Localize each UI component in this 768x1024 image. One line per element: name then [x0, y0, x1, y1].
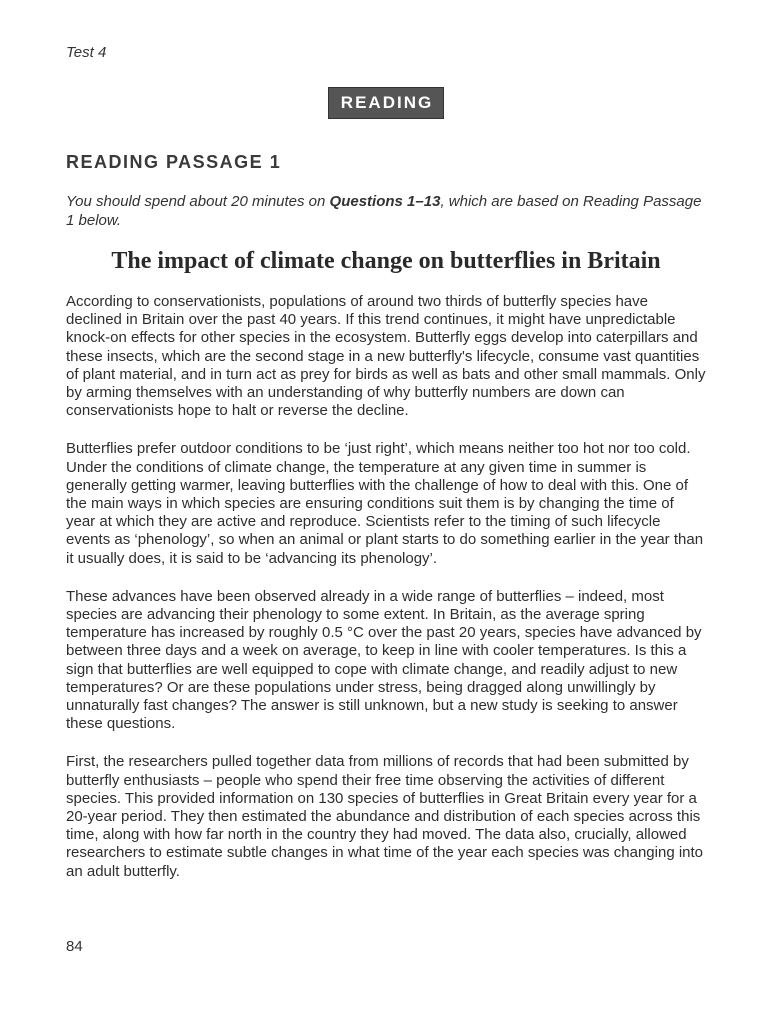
passage-body [66, 293, 706, 901]
passage-paragraph-1: According to conservationists, populations of around two thirds of butterfly species have declined in Britain over the past 40 years. If this trend continues, it might have unpredictable knock-on effects for other species in the ecosystem. Butterfly eggs develop into caterpillars and these insects, which are the second stage in a new butterfly's lifecycle, consume vast quantities of plant material, and in turn act as prey for birds as well as bats and other small mammals. Only by arming themselves with an understanding of why butterfly numbers are down can conservationists hope to halt or reverse the decline. [66, 293, 706, 420]
passage-paragraph-3: These advances have been observed already in a wide range of butterflies – indeed, most species are advancing their phenology to some extent. In Britain, as the average spring temperature has increased by roughly 0.5 °C over the past 20 years, species have advanced by between three days and a week on average, to keep in line with cooler temperatures. Is this a sign that butterflies are well equipped to cope with climate change, and readily adjust to new temperatures? Or are these populations under stress, being dragged along unwillingly by unnaturally fast changes? The answer is still unknown, but a new study is seeking to answer these questions. [66, 587, 702, 733]
passage-paragraph-2: Butterflies prefer outdoor conditions to be ‘just right’, which means neither too hot nor too cold. Under the conditions of climate change, the temperature at any given time in summer is generally getting warmer, leaving butterflies with the challenge of how to deal with this. One of the main ways in which species are ensuring conditions suit them is by changing the time of year at which they are active and reproduce. Scientists refer to the timing of such lifecycle events as ‘phenology’, so when an animal or plant starts to do something earlier in the year than it usually does, it is said to be ‘advancing its phenology’. [66, 440, 704, 567]
instructions-text-after: , which are based on Reading Passage 1 below. [66, 193, 702, 229]
instructions-text-before: You should spend about 20 minutes on [66, 193, 330, 210]
page-number: 84 [66, 938, 83, 955]
passage-heading: READING PASSAGE 1 [66, 152, 282, 172]
instructions-questions-range: Questions 1–13 [329, 193, 441, 210]
book-page [66, 0, 706, 1024]
passage-paragraph-4: First, the researchers pulled together data from millions of records that had been submitted by butterfly enthusiasts – people who spend their free time observing the activities of different species. This provided information on 130 species of butterflies in Great Britain every year for a 20-year period. They then estimated the abundance and distribution of each species across this time, along with how far north in the country they had moved. The data also, crucially, allowed researchers to estimate subtle changes in what time of the year each species was changing into an adult butterfly. [66, 753, 704, 880]
section-banner: READING [328, 87, 444, 119]
passage-title: The impact of climate change on butterflies in Britain [111, 248, 661, 274]
test-label: Test 4 [66, 44, 107, 61]
section-banner-container [66, 87, 706, 119]
passage-instructions [66, 192, 706, 230]
